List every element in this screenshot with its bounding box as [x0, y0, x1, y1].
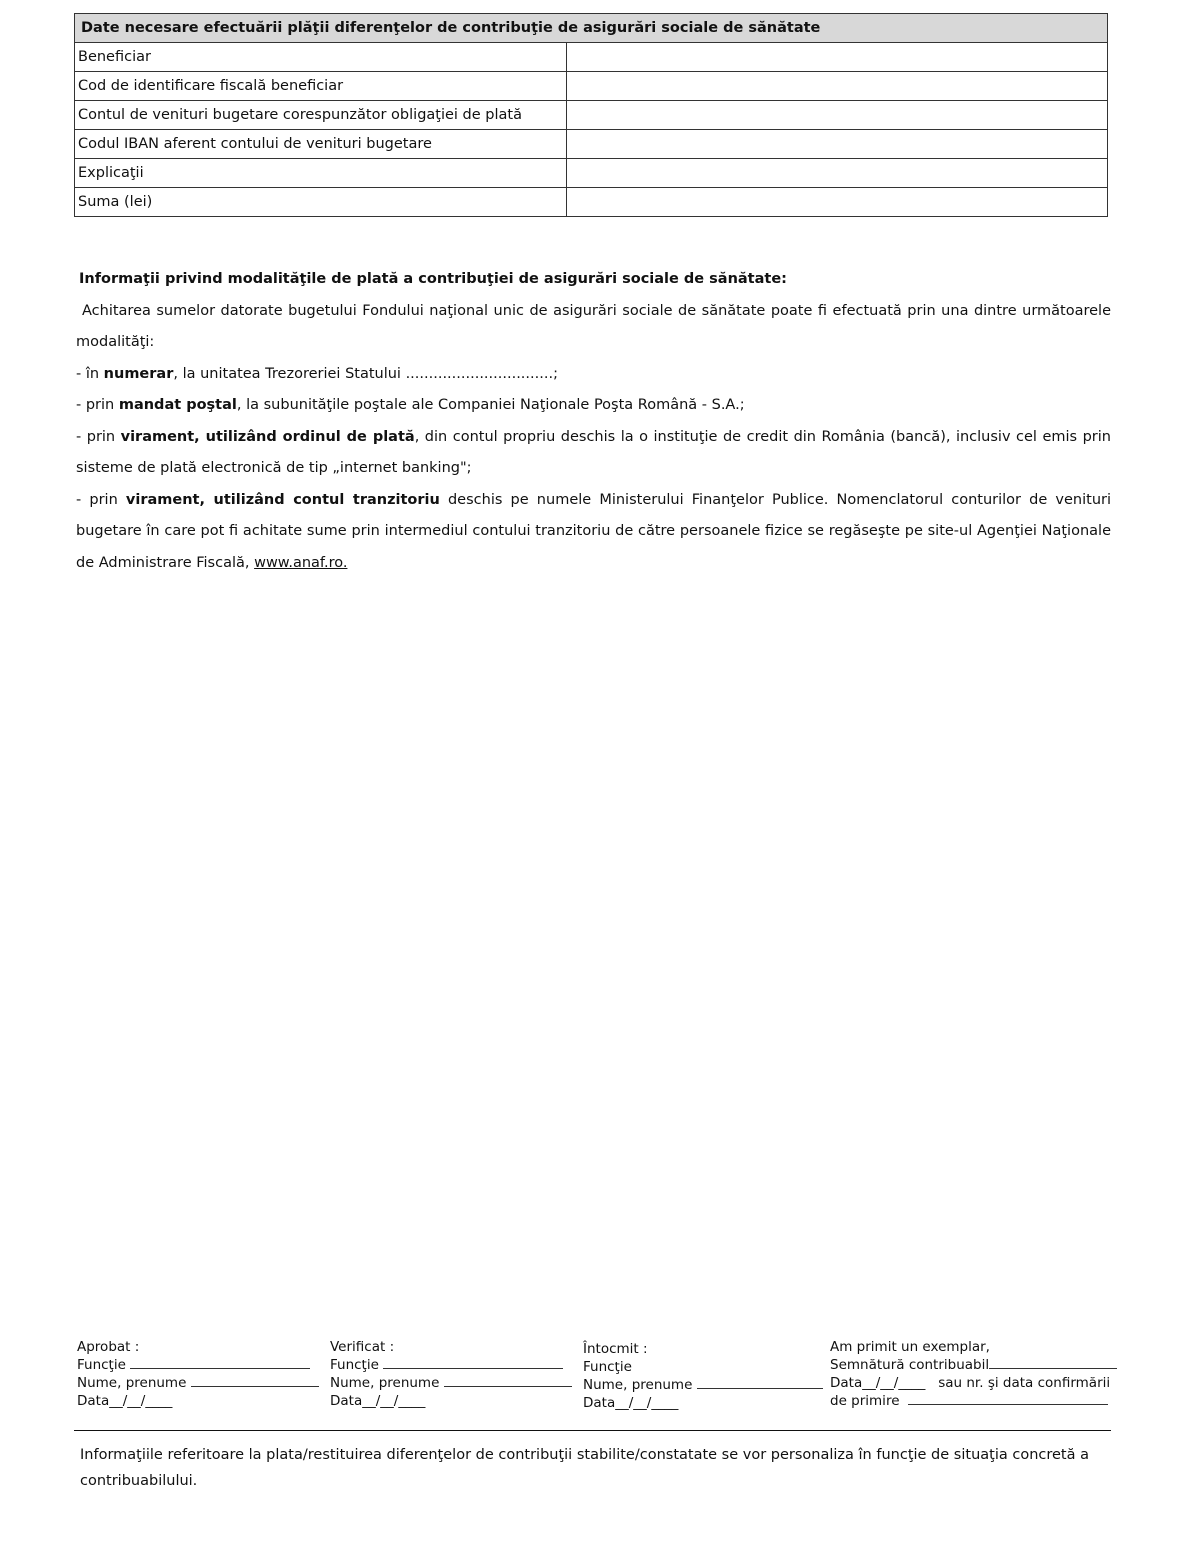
- nume-field[interactable]: [191, 1374, 319, 1387]
- row-label-iban: Codul IBAN aferent contului de venituri bugetare: [75, 130, 567, 159]
- nume-field[interactable]: [444, 1374, 572, 1387]
- info-item-numerar: - în numerar, la unitatea Trezoreriei Statului ................................;: [76, 365, 558, 382]
- anaf-link[interactable]: www.anaf.ro.: [254, 554, 348, 571]
- signature-verificat: [330, 1338, 572, 1410]
- signature-intocmit: [583, 1340, 823, 1412]
- table-row: [75, 159, 1108, 188]
- sig-data-label[interactable]: Data__/__/____: [583, 1395, 679, 1411]
- row-label-cont-venituri: Contul de venituri bugetare corespunzător obligaţiei de plată: [75, 101, 567, 130]
- signature-primit: [830, 1338, 1117, 1410]
- info-intro: Achitarea sumelor datorate bugetului Fondului naţional unic de asigurări sociale de sănătate poate fi efectuată prin una dintre următoarele modalităţi:: [76, 302, 1111, 350]
- sig-functie-label: Funcţie: [583, 1359, 632, 1375]
- info-item-ordin-plata: - prin virament, utilizând ordinul de plată, din contul propriu deschis la o instituţie de credit din România (bancă), inclusiv cel emis prin sisteme de plată electronică de tip „internet banking";: [76, 428, 1111, 476]
- table-row: [75, 43, 1108, 72]
- table-row: [75, 188, 1108, 217]
- sig-data-label[interactable]: Data__/__/____: [77, 1393, 173, 1409]
- sig-nume-label: Nume, prenume: [77, 1375, 187, 1391]
- table-header: Date necesare efectuării plăţii diferenţelor de contribuţie de asigurări sociale de sănătate: [75, 14, 1108, 43]
- info-item-mandat-postal: - prin mandat poştal, la subunităţile poştale ale Companiei Naţionale Poşta Română - S.A.;: [76, 397, 745, 413]
- sig-semnatura-label: Semnătură contribuabil: [830, 1357, 990, 1373]
- row-value-cont-venituri[interactable]: [567, 101, 1108, 130]
- sig-nume-label: Nume, prenume: [330, 1375, 440, 1391]
- row-value-beneficiar[interactable]: [567, 43, 1108, 72]
- sig-data-label[interactable]: Data__/__/____: [830, 1375, 926, 1391]
- nume-field[interactable]: [697, 1376, 823, 1389]
- row-label-suma: Suma (lei): [75, 188, 567, 217]
- functie-field[interactable]: [130, 1356, 310, 1369]
- primire-field[interactable]: [908, 1392, 1108, 1405]
- functie-field[interactable]: [383, 1356, 563, 1369]
- sig-title: Am primit un exemplar,: [830, 1339, 990, 1355]
- signature-block: [77, 1338, 1111, 1418]
- sig-data-label[interactable]: Data__/__/____: [330, 1393, 426, 1409]
- info-title: Informaţii privind modalităţile de plată a contribuţiei de asigurări sociale de sănătate:: [79, 271, 787, 287]
- info-item-cont-tranzitoriu: - prin virament, utilizând contul tranzitoriu deschis pe numele Ministerului Finanţelor Publice. Nomenclatorul conturilor de venituri bugetare în care pot fi achitate sume prin intermediul contului tranzitoriu de către persoanele fizice se regăseşte pe site-ul Agenţiei Naţionale de Administrare Fiscală, www.anaf.ro.: [76, 491, 1112, 571]
- row-value-iban[interactable]: [567, 130, 1108, 159]
- signature-aprobat: [77, 1338, 319, 1410]
- table-row: [75, 130, 1108, 159]
- sig-primire-label: de primire: [830, 1393, 900, 1409]
- table-row: [75, 72, 1108, 101]
- sig-title: Întocmit :: [583, 1341, 648, 1357]
- row-value-suma[interactable]: [567, 188, 1108, 217]
- sig-title: Aprobat :: [77, 1339, 140, 1355]
- divider: [74, 1430, 1111, 1431]
- sig-functie-label: Funcţie: [77, 1357, 126, 1373]
- payment-info-section: [76, 264, 1111, 579]
- row-label-explicatii: Explicaţii: [75, 159, 567, 188]
- semnatura-field[interactable]: [989, 1356, 1117, 1369]
- row-label-beneficiar: Beneficiar: [75, 43, 567, 72]
- table-header-row: [75, 14, 1108, 43]
- sig-title: Verificat :: [330, 1339, 395, 1355]
- footer-note: Informaţiile referitoare la plata/restituirea diferenţelor de contribuţii stabilite/constatate se vor personaliza în funcţie de situaţia concretă a contribuabilului.: [80, 1447, 1089, 1489]
- row-value-cif[interactable]: [567, 72, 1108, 101]
- sig-nume-label: Nume, prenume: [583, 1377, 693, 1393]
- row-label-cif: Cod de identificare fiscală beneficiar: [75, 72, 567, 101]
- sig-functie-label: Funcţie: [330, 1357, 379, 1373]
- row-value-explicatii[interactable]: [567, 159, 1108, 188]
- payment-data-table: [74, 13, 1108, 217]
- sig-confirmare-label: sau nr. şi data confirmării: [938, 1375, 1111, 1391]
- table-row: [75, 101, 1108, 130]
